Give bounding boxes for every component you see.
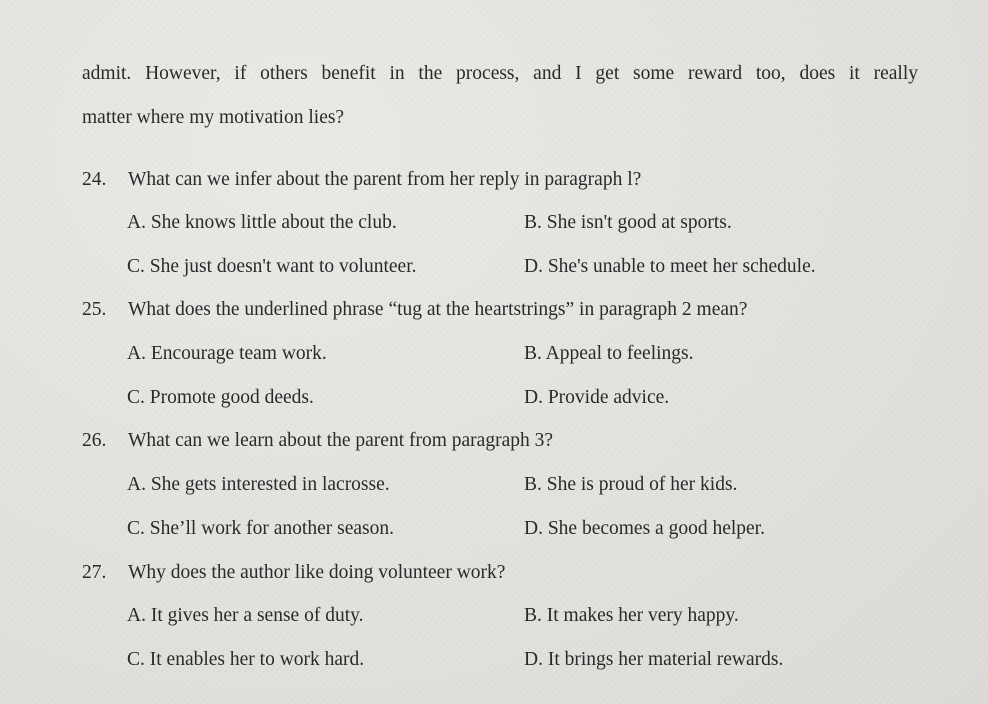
option-d: D. Provide advice. — [524, 387, 670, 408]
question-number: 24. — [82, 169, 107, 190]
question-number: 26. — [82, 430, 107, 451]
passage-line-2: matter where my motivation lies? — [82, 107, 345, 128]
option-a: A. It gives her a sense of duty. — [127, 605, 364, 626]
passage-line-1: admit. However, if others benefit in the process, and I get some reward too, does it really — [82, 63, 918, 84]
question-text: What can we infer about the parent from her reply in paragraph l? — [128, 169, 642, 190]
option-c: C. It enables her to work hard. — [127, 649, 365, 670]
question-text: What does the underlined phrase “tug at the heartstrings” in paragraph 2 mean? — [128, 299, 748, 320]
option-a: A. She gets interested in lacrosse. — [127, 474, 390, 495]
question-text: Why does the author like doing volunteer work? — [128, 562, 506, 583]
question-number: 25. — [82, 299, 107, 320]
option-b: B. It makes her very happy. — [524, 605, 739, 626]
option-c: C. Promote good deeds. — [127, 387, 314, 408]
option-b: B. Appeal to feelings. — [524, 343, 694, 364]
option-c: C. She’ll work for another season. — [127, 518, 394, 539]
option-d: D. It brings her material rewards. — [524, 649, 784, 670]
option-b: B. She is proud of her kids. — [524, 474, 738, 495]
option-a: A. She knows little about the club. — [127, 212, 397, 233]
question-number: 27. — [82, 562, 107, 583]
option-a: A. Encourage team work. — [127, 343, 327, 364]
question-text: What can we learn about the parent from paragraph 3? — [128, 430, 554, 451]
option-d: D. She's unable to meet her schedule. — [524, 256, 816, 277]
option-c: C. She just doesn't want to volunteer. — [127, 256, 417, 277]
option-b: B. She isn't good at sports. — [524, 212, 732, 233]
option-d: D. She becomes a good helper. — [524, 518, 765, 539]
